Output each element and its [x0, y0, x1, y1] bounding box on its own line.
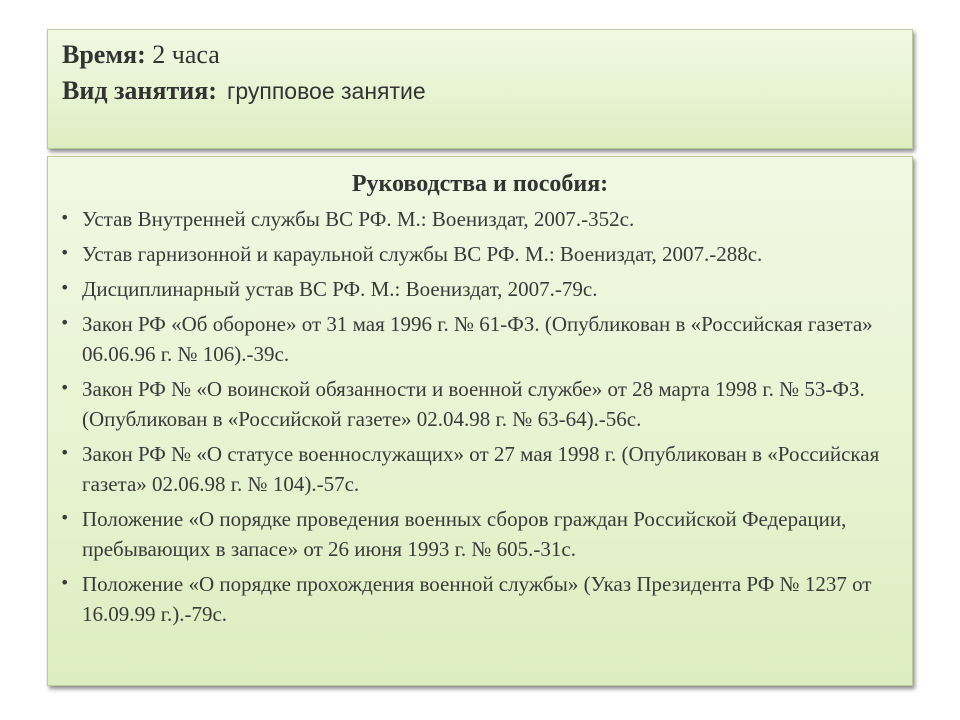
list-item — [58, 309, 894, 369]
bullet-icon: • — [60, 243, 70, 262]
list-item-text: Положение «О порядке проведения военных сборов граждан Российской Федерации, пребывающих в запасе» от 26 июня 1993 г. № 605.-31с. — [82, 507, 847, 561]
list-item — [58, 239, 894, 269]
content-box — [47, 156, 913, 686]
bullet-icon: • — [60, 313, 70, 332]
bullet-icon: • — [60, 378, 70, 397]
list-item — [58, 504, 894, 564]
time-value: 2 часа — [152, 40, 220, 69]
list-item-text: Положение «О порядке прохождения военной службы» (Указ Президента РФ № 1237 от 16.09.99 г.).-79с. — [82, 572, 872, 626]
bullet-icon: • — [60, 278, 70, 297]
list-item — [58, 374, 894, 434]
section-title: Руководства и пособия: — [351, 171, 609, 197]
lesson-type-line — [62, 76, 426, 106]
bullet-icon: • — [60, 508, 70, 527]
time-label: Время: — [62, 40, 146, 69]
list-item — [58, 204, 894, 234]
list-item — [58, 569, 894, 629]
list-item-text: Устав гарнизонной и караульной службы ВС РФ. М.: Воениздат, 2007.-288с. — [82, 242, 763, 266]
list-item-text: Дисциплинарный устав ВС РФ. М.: Воениздат, 2007.-79с. — [82, 277, 598, 301]
references-list — [58, 204, 894, 634]
list-item-text: Закон РФ № «О воинской обязанности и военной службе» от 28 марта 1998 г. № 53-ФЗ. (Опубликован в «Российской газете» 02.04.98 г. № 63-64).-56с. — [82, 377, 865, 431]
header-box — [47, 29, 913, 149]
lesson-type-value: групповое занятие — [226, 78, 426, 104]
list-item — [58, 439, 894, 499]
bullet-icon: • — [60, 208, 70, 227]
list-item — [58, 274, 894, 304]
bullet-icon: • — [60, 573, 70, 592]
lesson-type-label: Вид занятия: — [62, 76, 217, 105]
list-item-text: Устав Внутренней службы ВС РФ. М.: Воениздат, 2007.-352с. — [82, 207, 635, 231]
bullet-icon: • — [60, 443, 70, 462]
list-item-text: Закон РФ «Об обороне» от 31 мая 1996 г. № 61-ФЗ. (Опубликован в «Российская газета» 06.06.96 г. № 106).-39с. — [82, 312, 873, 366]
list-item-text: Закон РФ № «О статусе военнослужащих» от 27 мая 1998 г. (Опубликован в «Российская газета» 02.06.98 г. № 104).-57с. — [82, 442, 880, 496]
time-line — [62, 40, 220, 70]
